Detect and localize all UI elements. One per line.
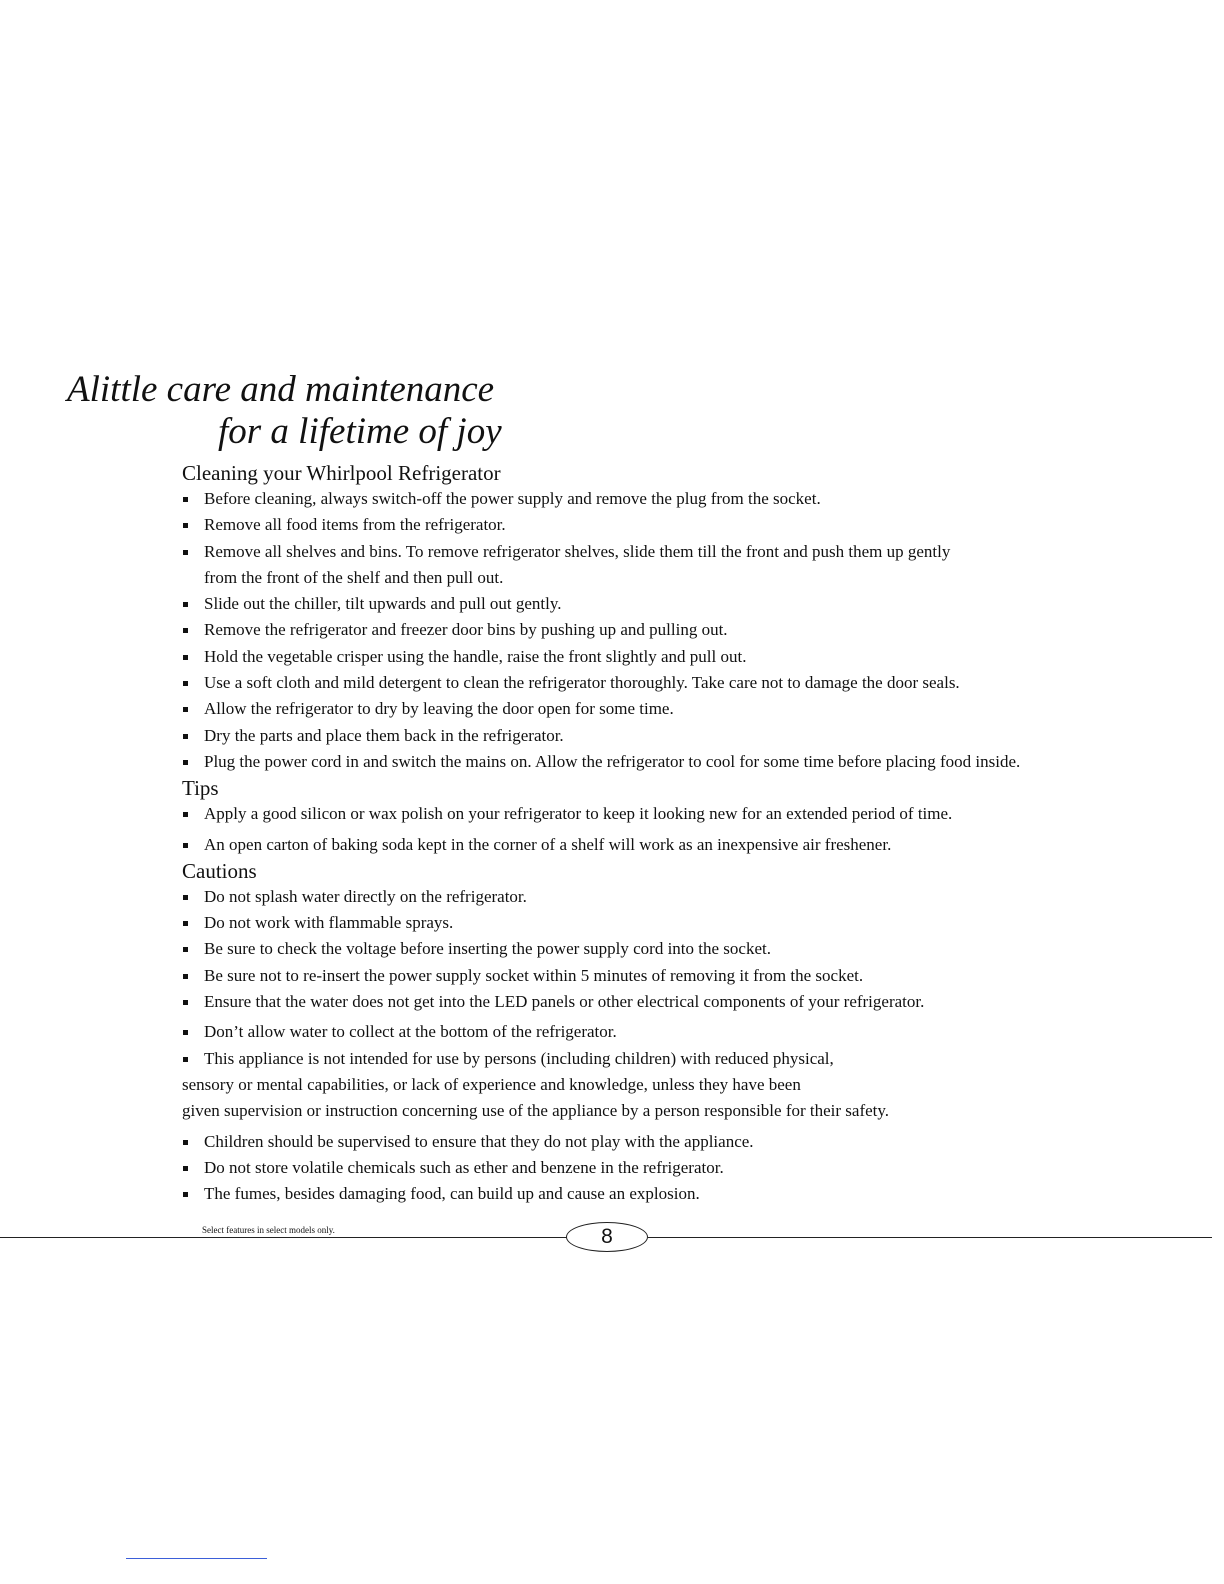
list-item	[182, 1181, 1192, 1207]
list-item	[182, 644, 1192, 670]
list-item	[182, 832, 1192, 858]
bullet-icon	[183, 812, 188, 817]
cleaning-list	[182, 486, 1192, 775]
continuation-line: sensory or mental capabilities, or lack of experience and knowledge, unless they have been	[182, 1074, 801, 1094]
list-item-text: Children should be supervised to ensure that they do not play with the appliance.	[204, 1131, 754, 1151]
list-item	[182, 936, 1192, 962]
bullet-icon	[183, 760, 188, 765]
list-item-text: Apply a good silicon or wax polish on your refrigerator to keep it looking new for an extended period of time.	[204, 804, 953, 824]
cleaning-heading: Cleaning your Whirlpool Refrigerator	[182, 461, 501, 485]
bullet-icon	[183, 1140, 188, 1145]
bullet-icon	[183, 681, 188, 686]
manual-content	[182, 460, 1192, 1207]
bullet-icon	[183, 628, 188, 633]
bullet-icon	[183, 523, 188, 528]
list-item	[182, 696, 1192, 722]
list-item-text: Slide out the chiller, tilt upwards and pull out gently.	[204, 594, 562, 614]
page-number: 8	[566, 1222, 648, 1252]
tips-heading: Tips	[182, 776, 219, 801]
bullet-icon	[183, 734, 188, 739]
cautions-heading: Cautions	[182, 858, 257, 883]
list-item	[182, 1129, 1192, 1155]
list-item	[182, 989, 1192, 1015]
cautions-list	[182, 884, 1192, 1072]
list-item-text: Allow the refrigerator to dry by leaving the door open for some time.	[204, 699, 674, 719]
bullet-icon	[183, 655, 188, 660]
page-title-line-1: Alittle care and maintenance	[67, 369, 495, 410]
list-item	[182, 1019, 1192, 1045]
list-item	[182, 617, 1192, 643]
list-item-text: Before cleaning, always switch-off the power supply and remove the plug from the socket.	[204, 489, 821, 508]
bullet-icon	[183, 1030, 188, 1035]
list-item-text: Do not work with flammable sprays.	[204, 913, 454, 933]
continuation-line: given supervision or instruction concerning use of the appliance by a person responsible for their safety.	[182, 1101, 890, 1121]
list-item	[182, 963, 1192, 989]
bullet-icon	[183, 602, 188, 607]
list-item	[182, 1046, 1192, 1072]
bullet-icon	[183, 1192, 188, 1197]
list-item	[182, 1155, 1192, 1181]
bottom-link-underline	[126, 1558, 267, 1559]
list-item-text: An open carton of baking soda kept in the corner of a shelf will work as an inexpensive air freshener.	[204, 834, 892, 854]
list-item-text: Dry the parts and place them back in the refrigerator.	[204, 725, 564, 745]
list-item-text: Do not store volatile chemicals such as ether and benzene in the refrigerator.	[204, 1157, 724, 1177]
bullet-icon	[183, 550, 188, 555]
list-item-text: Plug the power cord in and switch the mains on. Allow the refrigerator to cool for some time before placing food inside.	[204, 751, 1021, 771]
list-item-text: Be sure to check the voltage before inserting the power supply cord into the socket.	[204, 939, 771, 959]
list-item	[182, 884, 1192, 910]
list-item	[182, 723, 1192, 749]
list-item	[182, 512, 1192, 538]
tips-list	[182, 801, 1192, 858]
page-title-line-2: for a lifetime of joy	[218, 411, 502, 452]
bullet-icon	[183, 947, 188, 952]
footer-rule	[648, 1237, 1212, 1238]
list-item-text: Remove all shelves and bins. To remove refrigerator shelves, slide them till the front and push them up gently from the front of the shelf and then pull out.	[204, 541, 951, 587]
bullet-icon	[183, 974, 188, 979]
list-item-text: This appliance is not intended for use by persons (including children) with reduced physical,	[204, 1048, 834, 1068]
list-item	[182, 801, 1192, 827]
list-item-text: Don’t allow water to collect at the bottom of the refrigerator.	[204, 1022, 617, 1042]
list-item	[182, 910, 1192, 936]
list-item	[182, 591, 1192, 617]
bullet-icon	[183, 1166, 188, 1171]
list-item-text: Remove all food items from the refrigerator.	[204, 515, 506, 535]
list-item-text: Hold the vegetable crisper using the handle, raise the front slightly and pull out.	[204, 646, 747, 666]
bullet-icon	[183, 895, 188, 900]
list-item-text: The fumes, besides damaging food, can build up and cause an explosion.	[204, 1184, 700, 1204]
list-item	[182, 670, 1192, 696]
footer-rule	[0, 1237, 568, 1238]
list-item-text: Ensure that the water does not get into the LED panels or other electrical components of your refrigerator.	[204, 992, 925, 1012]
list-item	[182, 486, 1192, 512]
bullet-icon	[183, 921, 188, 926]
list-item-text: Do not splash water directly on the refrigerator.	[204, 886, 527, 906]
list-item-text: Be sure not to re-insert the power supply socket within 5 minutes of removing it from the socket.	[204, 965, 864, 985]
bullet-icon	[183, 497, 188, 502]
bullet-icon	[183, 707, 188, 712]
cautions-list-continued	[182, 1129, 1192, 1208]
bullet-icon	[183, 1057, 188, 1062]
list-item	[182, 749, 1204, 775]
bullet-icon	[183, 1000, 188, 1005]
list-item-text: Use a soft cloth and mild detergent to clean the refrigerator thoroughly. Take care not to damage the door seals.	[204, 673, 960, 693]
list-item	[182, 539, 964, 592]
bullet-icon	[183, 843, 188, 848]
footer-note: Select features in select models only.	[202, 1225, 335, 1235]
list-item-text: Remove the refrigerator and freezer door bins by pushing up and pulling out.	[204, 620, 728, 640]
